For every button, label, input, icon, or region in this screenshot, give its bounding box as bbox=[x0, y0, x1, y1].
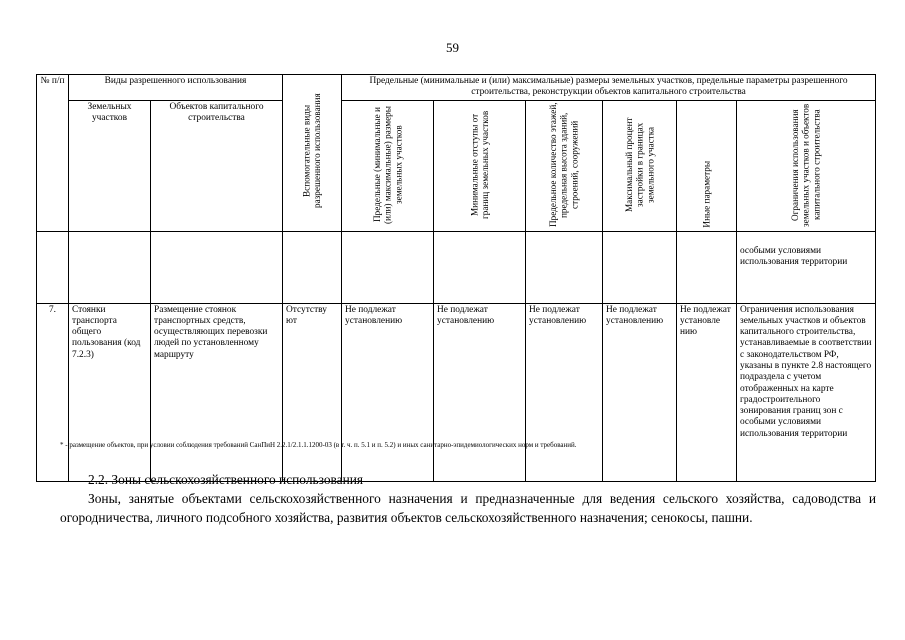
header-plot-sizes: Предельные (минимальные и (или) максимальные) размеры земельных участков bbox=[342, 100, 434, 231]
row-land-plots: Стоянки транспорта общего пользования (код 7.2.3) bbox=[69, 303, 151, 481]
header-other-params: Иные параметры bbox=[677, 100, 737, 231]
header-num: № п/п bbox=[37, 75, 69, 232]
continuation-restrictions: особыми условиями использования территории bbox=[737, 231, 876, 303]
header-restrictions: Ограничения использования земельных участков и объектов капитального строительства bbox=[737, 100, 876, 231]
page-number: 59 bbox=[446, 40, 459, 55]
table-row-continuation bbox=[37, 231, 876, 303]
footnote: * - размещение объектов, при условии соблюдения требований СанПиН 2.2.1/2.1.1.1200-03 (в т. ч. п. 5.1 и п. 5.2) и иных санитарно-эпидемиологических норм и требований. bbox=[60, 441, 577, 449]
header-max-percent: Максимальный процент застройки в границах земельного участка bbox=[603, 100, 677, 231]
row-num: 7. bbox=[37, 303, 69, 481]
section-title: 2.2. Зоны сельскохозяйственного использования bbox=[88, 472, 364, 487]
section-text: Зоны, занятые объектами сельскохозяйственного назначения и предназначенные для ведения сельского хозяйства, садоводства и огородничества, личного подсобного хозяйства, развития объектов сельскохозяйственного назначения; сенокосы, пашни. bbox=[60, 491, 876, 525]
row-max-floors: Не подлежат установлению bbox=[526, 303, 603, 481]
table-row bbox=[37, 303, 876, 481]
header-auxiliary: Вспомогательные виды разрешенного использования bbox=[283, 75, 342, 232]
header-capital-objects: Объектов капитального строительства bbox=[151, 100, 283, 231]
header-max-floors: Предельное количество этажей, предельная высота зданий, строений, сооружений bbox=[526, 100, 603, 231]
row-capital-objects: Размещение стоянок транспортных средств, осуществляющих перевозки людей по установленному маршруту bbox=[151, 303, 283, 481]
header-land-plots: Земельных участков bbox=[69, 100, 151, 231]
permitted-use-table bbox=[36, 74, 876, 482]
row-min-setbacks: Не подлежат установлению bbox=[434, 303, 526, 481]
header-permitted-uses: Виды разрешенного использования bbox=[69, 75, 283, 101]
header-limits: Предельные (минимальные и (или) максимальные) размеры земельных участков, предельные параметры разрешенного строительства, реконструкции объектов капитального строительства bbox=[342, 75, 876, 101]
row-other-params: Не подлежат установле нию bbox=[677, 303, 737, 481]
row-max-percent: Не подлежат установлению bbox=[603, 303, 677, 481]
header-min-setbacks: Минимальные отступы от границ земельных участков bbox=[434, 100, 526, 231]
row-plot-sizes: Не подлежат установлению bbox=[342, 303, 434, 481]
row-auxiliary: Отсутству ют bbox=[283, 303, 342, 481]
row-restrictions: Ограничения использования земельных участков и объектов капитального строительства, устанавливаемые в соответствии с законодательством РФ, указаны в пункте 2.8 настоящего подраздела с учетом отображенных на карте градостроительного зонирования границ зон с особыми условиями использования территории bbox=[737, 303, 876, 481]
